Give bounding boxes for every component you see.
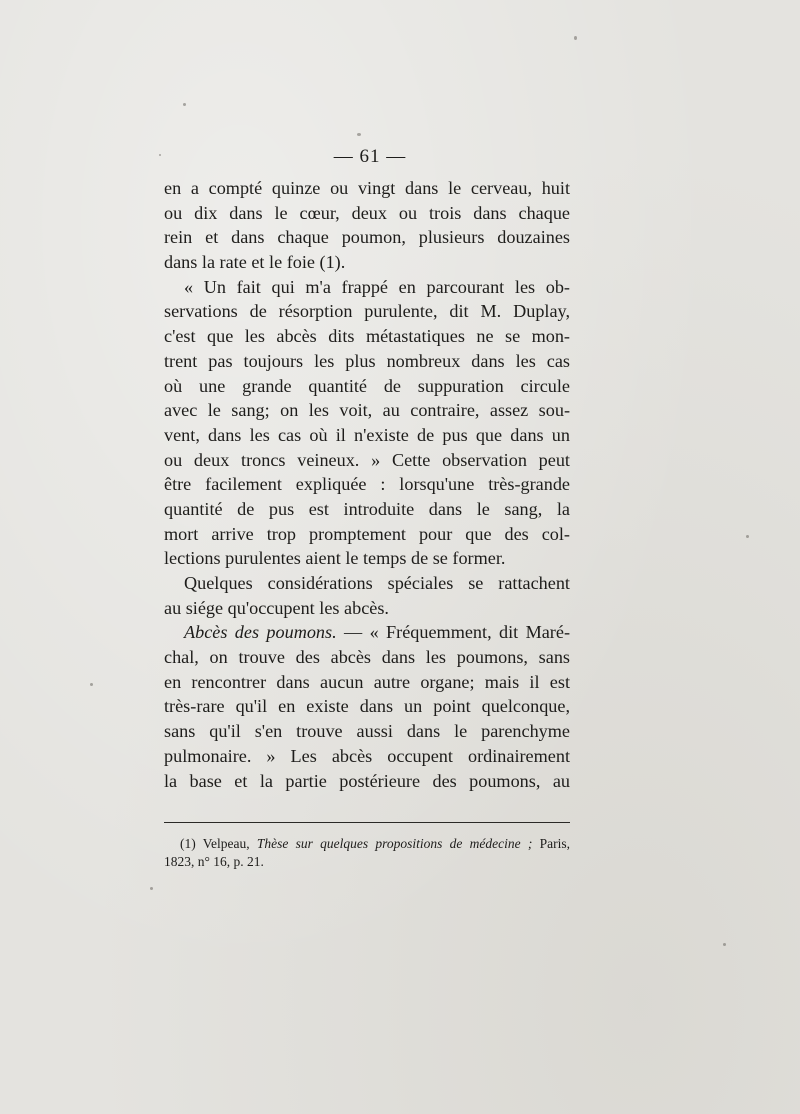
paper-speck: [723, 943, 726, 946]
paper-speck: [150, 887, 153, 890]
text-line: vent, dans les cas où il n'existe de pus que dans un: [164, 424, 570, 445]
paper-speck: [746, 535, 749, 538]
footnote: [164, 835, 570, 871]
text-line: où une grande quantité de suppuration circule: [164, 375, 570, 396]
text-line: Quelques considérations spéciales se rattachent: [184, 573, 570, 593]
text-line: trent pas toujours les plus nombreux dans les cas: [164, 350, 570, 371]
text-line: très-rare qu'il en existe dans un point quelconque,: [164, 696, 570, 717]
text-line: [164, 620, 570, 645]
text-line: en rencontrer dans aucun autre organe; mais il est: [164, 671, 570, 692]
text-line: chal, on trouve des abcès dans les poumons, sans: [164, 647, 570, 668]
text-line: dans la rate et le foie (1).: [164, 252, 346, 273]
text-line: pulmonaire. » Les abcès occupent ordinairement: [164, 745, 570, 766]
page-number: — 61 —: [333, 146, 407, 167]
footnote-prefix: (1) Velpeau,: [180, 836, 257, 851]
section-heading: Abcès des poumons.: [184, 622, 337, 643]
paper-speck: [90, 683, 93, 686]
footnote-line: 1823, n° 16, p. 21.: [164, 854, 264, 869]
text-line: la base et la partie postérieure des poumons, au: [164, 770, 570, 791]
footnote-line: [164, 835, 570, 853]
text-line: avec le sang; on les voit, au contraire, assez sou-: [164, 400, 570, 421]
text-line: ou dix dans le cœur, deux ou trois dans chaque: [164, 202, 570, 223]
paper-speck: [574, 36, 577, 40]
text-line: lections purulentes aient le temps de se former.: [164, 548, 506, 569]
text-line: servations de résorption purulente, dit M. Duplay,: [164, 301, 570, 322]
text-line: « Un fait qui m'a frappé en parcourant les ob-: [184, 276, 570, 297]
text-line: être facilement expliquée : lorsqu'une très-grande: [164, 474, 570, 495]
text-line: mort arrive trop promptement pour que des col-: [164, 523, 570, 544]
text-line: c'est que les abcès dits métastatiques ne se mon-: [164, 326, 570, 347]
text-line-rest: — « Fréquemment, dit Maré-: [336, 622, 570, 643]
paper-speck: [183, 103, 186, 106]
footnote-title: Thèse sur quelques propositions de médecine ;: [256, 836, 533, 851]
paper-speck: [357, 133, 361, 136]
footnote-suffix: Paris,: [532, 836, 571, 851]
body-text: [164, 176, 570, 793]
text-line: ou deux troncs veineux. » Cette observation peut: [164, 449, 570, 470]
footnote-rule: [164, 822, 570, 823]
text-line: quantité de pus est introduite dans le sang, la: [164, 498, 570, 519]
text-line: sans qu'il s'en trouve aussi dans le parenchyme: [164, 721, 570, 742]
text-line: en a compté quinze ou vingt dans le cerveau, huit: [164, 178, 570, 198]
text-line: au siége qu'occupent les abcès.: [164, 597, 389, 618]
text-line: rein et dans chaque poumon, plusieurs douzaines: [164, 227, 570, 248]
